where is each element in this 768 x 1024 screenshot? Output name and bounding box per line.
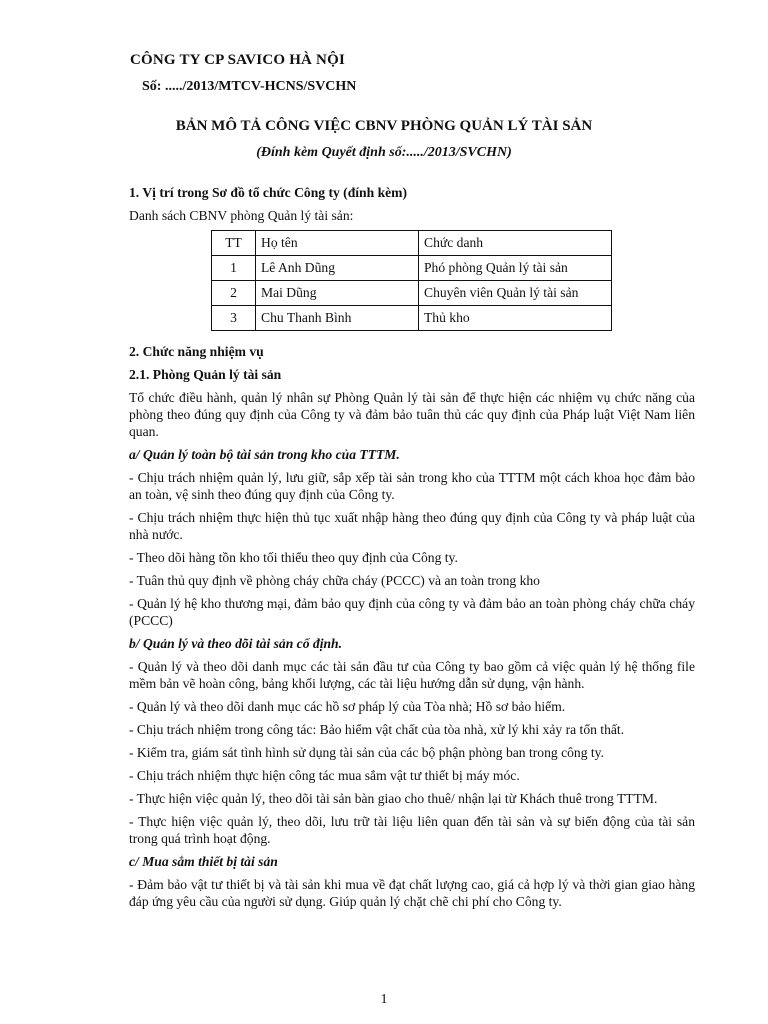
section-2-1-heading: 2.1. Phòng Quản lý tài sản <box>129 367 282 382</box>
list-item: - Tuân thủ quy định về phòng cháy chữa cháy (PCCC) và an toàn trong kho <box>129 573 540 588</box>
list-item: - Chịu trách nhiệm thực hiện công tác mua sắm vật tư thiết bị máy móc. <box>129 768 520 783</box>
table-cell: 1 <box>212 256 256 281</box>
part-a-heading: a/ Quản lý toàn bộ tài sản trong kho của TTTM. <box>129 447 400 462</box>
table-row <box>212 256 612 281</box>
table-cell: Mai Dũng <box>256 281 419 306</box>
list-item: - Thực hiện việc quản lý, theo dõi, lưu trữ tài liệu liên quan đến tài sản và sự biến động của tài sản trong quá trình hoạt động. <box>129 814 695 846</box>
table-header-cell: TT <box>212 231 256 256</box>
table-cell: Chu Thanh Bình <box>256 306 419 331</box>
part-b-heading: b/ Quản lý và theo dõi tài sản cố định. <box>129 636 342 651</box>
list-item: - Chịu trách nhiệm quản lý, lưu giữ, sắp xếp tài sản trong kho của TTTM một cách khoa học đảm bảo an toàn, vệ sinh theo đúng quy định của Công ty. <box>129 470 695 502</box>
section-2-1-intro: Tổ chức điều hành, quản lý nhân sự Phòng Quản lý tài sản để thực hiện các nhiệm vụ chức năng của phòng theo đúng quy định của Công ty và đảm bảo tuân thủ các quy định của Pháp luật Việt Nam liên quan. <box>129 390 695 439</box>
table-cell: Chuyên viên Quản lý tài sản <box>419 281 612 306</box>
section-1-heading: 1. Vị trí trong Sơ đồ tổ chức Công ty (đính kèm) <box>129 185 408 200</box>
list-item: - Theo dõi hàng tồn kho tối thiểu theo quy định của Công ty. <box>129 550 458 565</box>
document-body <box>129 180 695 916</box>
list-item: - Thực hiện việc quản lý, theo dõi tài sản bàn giao cho thuê/ nhận lại từ Khách thuê trong TTTM. <box>129 791 658 806</box>
table-header-cell: Chức danh <box>419 231 612 256</box>
list-item: - Quản lý và theo dõi danh mục các hồ sơ pháp lý của Tòa nhà; Hồ sơ bảo hiểm. <box>129 699 566 714</box>
list-item: - Chịu trách nhiệm trong công tác: Bảo hiểm vật chất của tòa nhà, xử lý khi xảy ra tổn thất. <box>129 722 625 737</box>
document-number: Số: ...../2013/MTCV-HCNS/SVCHN <box>142 79 357 94</box>
list-item: - Quản lý hệ kho thương mại, đảm bảo quy định của công ty và đảm bảo an toàn phòng cháy chữa cháy (PCCC) <box>129 596 695 628</box>
list-item: - Quản lý và theo dõi danh mục các tài sản đầu tư của Công ty bao gồm cả việc quản lý hệ thống file mềm bản vẽ hoàn công, bảng khối lượng, các tài liệu hướng dẫn sử dụng, vận hành. <box>129 659 695 691</box>
table-cell: 2 <box>212 281 256 306</box>
staff-list-intro: Danh sách CBNV phòng Quản lý tài sản: <box>129 208 354 223</box>
table-row <box>212 281 612 306</box>
page-number: 1 <box>380 992 388 1007</box>
table-header-cell: Họ tên <box>256 231 419 256</box>
table-cell: Lê Anh Dũng <box>256 256 419 281</box>
table-cell: Phó phòng Quản lý tài sản <box>419 256 612 281</box>
section-2-heading: 2. Chức năng nhiệm vụ <box>129 344 264 359</box>
document-subtitle: (Đính kèm Quyết định số:...../2013/SVCHN) <box>256 145 512 160</box>
list-item: - Đảm bảo vật tư thiết bị và tài sản khi mua về đạt chất lượng cao, giá cả hợp lý và thời gian giao hàng đáp ứng yêu cầu của người sử dụng. Giúp quản lý chặt chẽ chi phí cho Công ty. <box>129 877 695 909</box>
staff-table <box>211 230 612 331</box>
list-item: - Chịu trách nhiệm thực hiện thủ tục xuất nhập hàng theo đúng quy định của Công ty và pháp luật của nhà nước. <box>129 510 695 542</box>
company-name: CÔNG TY CP SAVICO HÀ NỘI <box>130 52 345 68</box>
table-row <box>212 306 612 331</box>
list-item: - Kiểm tra, giám sát tình hình sử dụng tài sản của các bộ phận phòng ban trong công ty. <box>129 745 604 760</box>
part-c-heading: c/ Mua sắm thiết bị tài sản <box>129 854 278 869</box>
table-cell: 3 <box>212 306 256 331</box>
document-title: BẢN MÔ TẢ CÔNG VIỆC CBNV PHÒNG QUẢN LÝ TÀI SẢN <box>175 118 593 134</box>
table-header-row <box>212 231 612 256</box>
table-cell: Thủ kho <box>419 306 612 331</box>
